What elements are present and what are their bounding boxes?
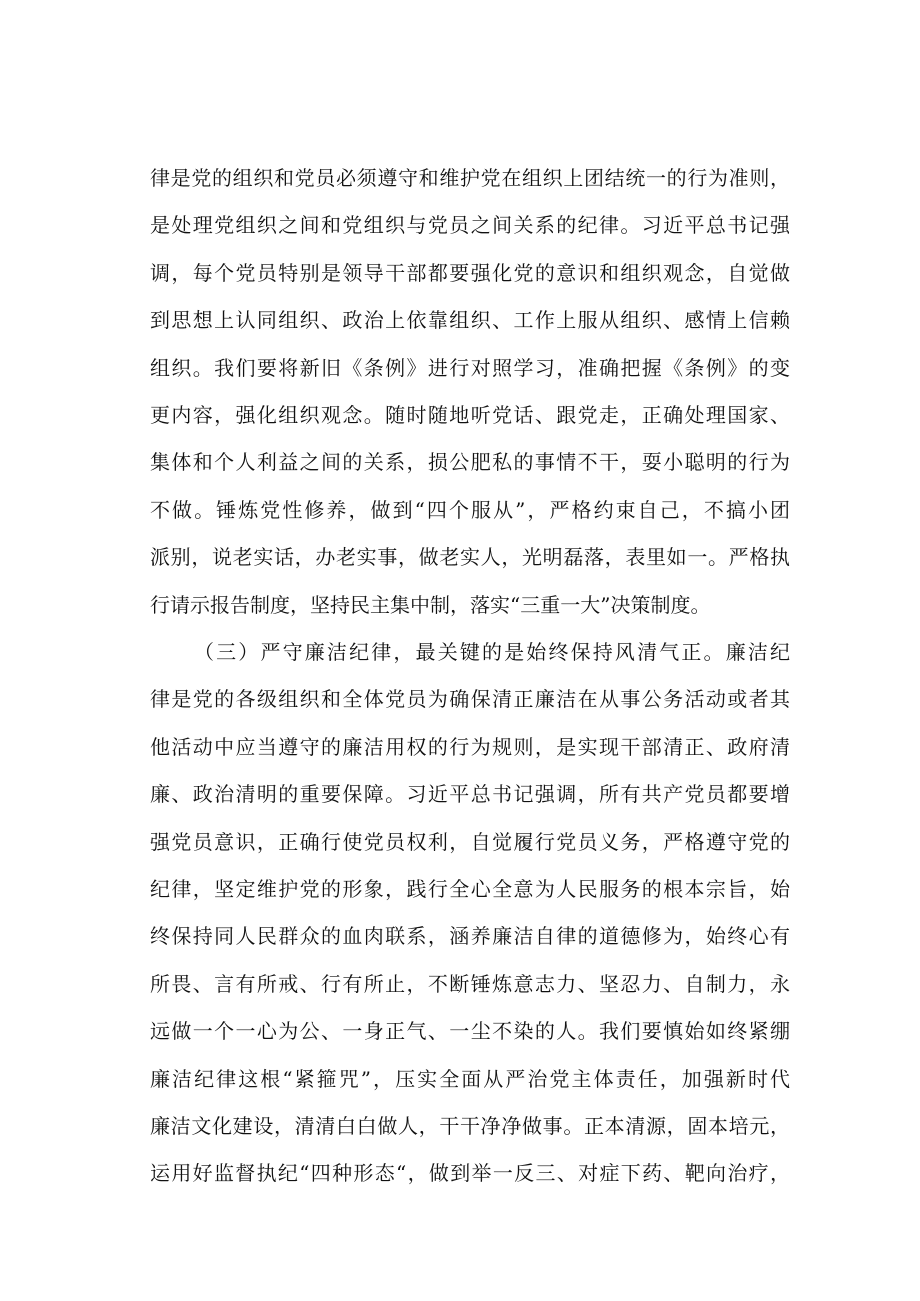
text-line: 是处理党组织之间和党组织与党员之间关系的纪律。习近平总书记强 — [150, 213, 790, 238]
text-line: 运用好监督执纪“四种形态“，做到举一反三、对症下药、靶向治疗， — [150, 1161, 790, 1186]
text-line: 他活动中应当遵守的廉洁用权的行为规则，是实现干部清正、政府清 — [150, 734, 790, 759]
paragraph-organization-discipline — [150, 155, 790, 629]
text-line: 律是党的组织和党员必须遵守和维护党在组织上团结统一的行为准则， — [150, 166, 790, 190]
text-line: 更内容，强化组织观念。随时随地听党话、跟党走，正确处理国家、 — [150, 402, 790, 427]
text-line: 强党员意识，正确行使党员权利，自觉履行党员义务，严格遵守党的 — [150, 829, 790, 854]
text-line: 集体和个人利益之间的关系，损公肥私的事情不干，耍小聪明的行为 — [150, 450, 790, 475]
text-line: 组织。我们要将新旧《条例》进行对照学习，准确把握《条例》的变 — [150, 355, 790, 380]
text-line: 廉洁纪律这根“紧箍咒”，压实全面从严治党主体责任，加强新时代 — [150, 1066, 790, 1091]
text-line: 所畏、言有所戒、行有所止，不断锤炼意志力、坚忍力、自制力，永 — [150, 971, 790, 996]
text-line: 远做一个一心为公、一身正气、一尘不染的人。我们要慎始如终紧绷 — [150, 1019, 790, 1044]
text-line: 终保持同人民群众的血肉联系，涵养廉洁自律的道德修为，始终心有 — [150, 924, 790, 949]
text-line: 律是党的各级组织和全体党员为确保清正廉洁在从事公务活动或者其 — [150, 687, 790, 712]
paragraph-heading-line: （三）严守廉洁纪律，最关键的是始终保持风清气正。廉洁纪 — [194, 640, 790, 664]
text-line: 廉洁文化建设，清清白白做人，干干净净做事。正本清源，固本培元， — [150, 1113, 790, 1138]
text-line: 调，每个党员特别是领导干部都要强化党的意识和组织观念，自觉做 — [150, 260, 790, 285]
text-line: 到思想上认同组织、政治上依靠组织、工作上服从组织、感情上信赖 — [150, 308, 790, 333]
text-line: 行请示报告制度，坚持民主集中制，落实“三重一大”决策制度。 — [150, 592, 711, 617]
text-line: 不做。锤炼党性修养，做到“四个服从”，严格约束自己，不搞小团 — [150, 497, 790, 522]
text-line: 派别，说老实话，办老实事，做老实人，光明磊落，表里如一。严格执 — [150, 545, 790, 570]
text-line: 廉、政治清明的重要保障。习近平总书记强调，所有共产党员都要增 — [150, 782, 790, 807]
text-line: 纪律，坚定维护党的形象，践行全心全意为人民服务的根本宗旨，始 — [150, 876, 790, 901]
paragraph-integrity-discipline — [150, 629, 790, 1198]
